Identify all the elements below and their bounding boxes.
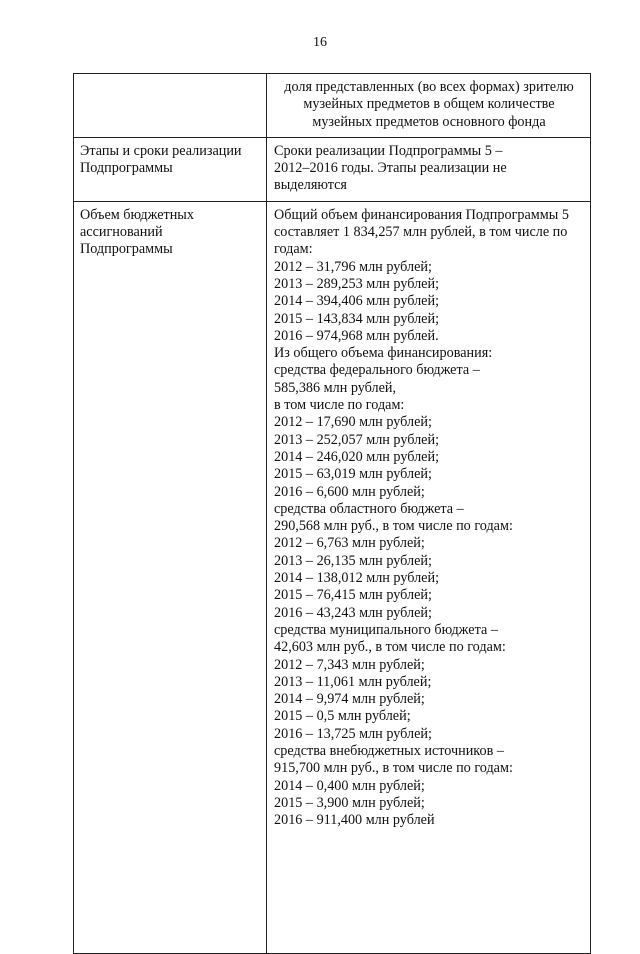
funding-line: Из общего объема финансирования:	[274, 345, 493, 362]
funding-line: 2014 – 394,406 млн рублей;	[274, 293, 440, 310]
funding-line: 2014 – 246,020 млн рублей;	[274, 448, 440, 465]
funding-line: Общий объем финансирования Подпрограммы 5	[274, 206, 569, 223]
content-line: доля представленных (во всех формах) зрителю	[284, 79, 574, 95]
funding-line: 2014 – 0,400 млн рублей;	[274, 777, 425, 794]
row-label-cell	[74, 201, 267, 953]
funding-line: средства федерального бюджета –	[274, 362, 480, 379]
content-line: музейных предметов в общем количестве	[303, 96, 555, 113]
funding-line: составляет 1 834,257 млн рублей, в том числе по	[274, 224, 568, 241]
content-line: музейных предметов основного фонда	[312, 113, 546, 130]
funding-line: 2016 – 6,600 млн рублей;	[274, 483, 425, 500]
table-row	[74, 137, 591, 201]
row-label-cell	[74, 74, 267, 138]
label-line: Подпрограммы	[80, 160, 173, 177]
table-row	[74, 201, 591, 953]
funding-line: 2016 – 13,725 млн рублей;	[274, 725, 432, 742]
page-number: 16	[313, 35, 327, 50]
content-line: Сроки реализации Подпрограммы 5 –	[274, 142, 503, 159]
label-line: Подпрограммы	[80, 241, 173, 258]
funding-line: средства муниципального бюджета –	[274, 621, 498, 638]
funding-line: средства областного бюджета –	[274, 500, 464, 517]
funding-line: 2016 – 974,968 млн рублей.	[274, 327, 439, 344]
funding-line: 2013 – 252,057 млн рублей;	[274, 431, 440, 448]
funding-line: 2013 – 11,061 млн рублей;	[274, 673, 432, 690]
funding-line: 2016 – 43,243 млн рублей;	[274, 604, 432, 621]
funding-line: 2013 – 289,253 млн рублей;	[274, 275, 440, 292]
funding-line: 2015 – 143,834 млн рублей;	[274, 310, 440, 327]
funding-line: 2015 – 0,5 млн рублей;	[274, 708, 411, 725]
label-line: Этапы и сроки реализации	[80, 142, 242, 159]
funding-line: 2012 – 6,763 млн рублей;	[274, 535, 425, 552]
funding-line: 2016 – 911,400 млн рублей	[274, 812, 435, 829]
funding-details-cell	[267, 201, 591, 953]
funding-line: 2014 – 9,974 млн рублей;	[274, 691, 425, 708]
label-line: Объем бюджетных	[80, 206, 194, 223]
funding-line: 2014 – 138,012 млн рублей;	[274, 570, 440, 587]
funding-line: 585,386 млн рублей,	[274, 379, 397, 396]
funding-line: 2012 – 17,690 млн рублей;	[274, 414, 432, 431]
content-line: выделяются	[274, 177, 347, 194]
row-content-cell	[267, 74, 591, 138]
funding-line: 915,700 млн руб., в том числе по годам:	[274, 760, 513, 777]
funding-line: 42,603 млн руб., в том числе по годам:	[274, 639, 506, 656]
funding-line: 2015 – 76,415 млн рублей;	[274, 587, 432, 604]
funding-line: средства внебюджетных источников –	[274, 742, 504, 759]
label-line: ассигнований	[80, 224, 163, 241]
funding-line: 290,568 млн руб., в том числе по годам:	[274, 518, 513, 535]
subprogram-passport-table	[73, 73, 591, 954]
funding-line: в том числе по годам:	[274, 397, 405, 414]
table-row	[74, 74, 591, 138]
funding-line: 2013 – 26,135 млн рублей;	[274, 552, 432, 569]
funding-line: 2015 – 3,900 млн рублей;	[274, 794, 425, 811]
funding-line: 2015 – 63,019 млн рублей;	[274, 466, 432, 483]
funding-line: 2012 – 31,796 млн рублей;	[274, 258, 432, 275]
content-line: 2012–2016 годы. Этапы реализации не	[274, 160, 507, 177]
funding-line: годам:	[274, 241, 313, 258]
funding-line: 2012 – 7,343 млн рублей;	[274, 656, 425, 673]
row-content-cell	[267, 137, 591, 201]
row-label-cell	[74, 137, 267, 201]
